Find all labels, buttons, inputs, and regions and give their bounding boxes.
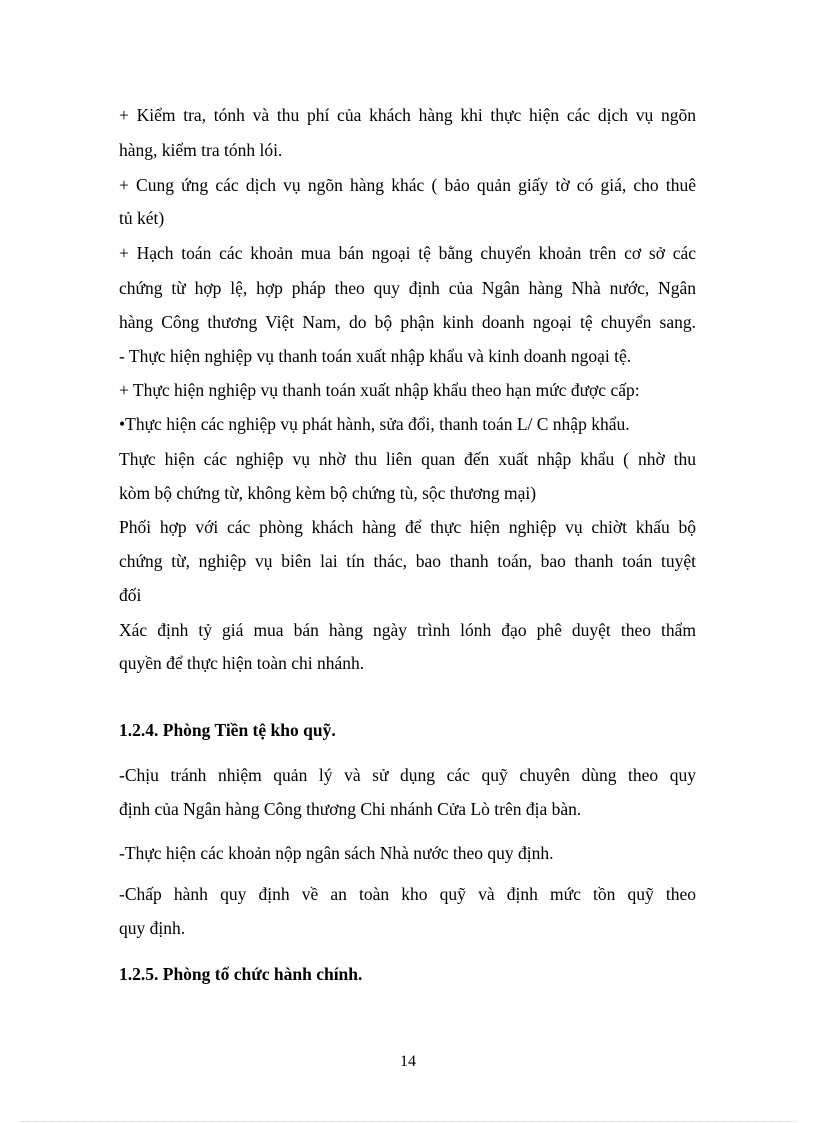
paragraph-line: quy định. [119, 918, 186, 938]
text-line: •Thực hiện các nghiệp vụ phát hành, sửa đổi, thanh toán L/ C nhập khẩu. [119, 414, 630, 434]
text-line: + Kiểm tra, tónh và thu phí của khách hàng khi thực hiện các dịch vụ ngõn [119, 105, 696, 125]
text-line: đối [119, 585, 142, 605]
section-heading-tien-te-kho-quy: 1.2.4. Phòng Tiền tệ kho quỹ. [119, 720, 336, 740]
text-line: tủ két) [119, 208, 165, 228]
text-line: hàng, kiểm tra tónh lói. [119, 140, 283, 160]
text-line: quyền để thực hiện toàn chi nhánh. [119, 653, 365, 673]
text-line: hàng Công thương Việt Nam, do bộ phận kinh doanh ngoại tệ chuyển sang. [119, 312, 696, 332]
paragraph-line: định của Ngân hàng Công thương Chi nhánh Cửa Lò trên địa bàn. [119, 799, 582, 819]
page-number: 14 [400, 1053, 416, 1070]
paragraph-line: -Thực hiện các khoản nộp ngân sách Nhà nước theo quy định. [119, 843, 554, 863]
text-line: + Hạch toán các khoản mua bán ngoại tệ bằng chuyển khoản trên cơ sở các [119, 243, 696, 263]
paragraph-line: -Chấp hành quy định về an toàn kho quỹ và định mức tồn quỹ theo [119, 884, 696, 904]
page-bottom-divider [20, 1121, 796, 1122]
text-line: kòm bộ chứng từ, không kèm bộ chứng tù, sộc thương mại) [119, 483, 537, 503]
text-line: Thực hiện các nghiệp vụ nhờ thu liên quan đến xuất nhập khẩu ( nhờ thu [119, 449, 696, 469]
text-line: - Thực hiện nghiệp vụ thanh toán xuất nhập khẩu và kinh doanh ngoại tệ. [119, 346, 632, 366]
text-line: + Thực hiện nghiệp vụ thanh toán xuất nhập khẩu theo hạn mức được cấp: [119, 380, 640, 400]
text-line: Phối hợp với các phòng khách hàng để thực hiện nghiệp vụ chiờt khấu bộ [119, 517, 696, 537]
text-line: + Cung ứng các dịch vụ ngõn hàng khác ( bảo quản giấy tờ có giá, cho thuê [119, 175, 696, 195]
text-line: chứng từ hợp lệ, hợp pháp theo quy định của Ngân hàng Nhà nước, Ngân [119, 278, 696, 298]
text-line: chứng từ, nghiệp vụ biên lai tín thác, bao thanh toán, bao thanh toán tuyệt [119, 551, 696, 571]
section-heading-to-chuc-hanh-chinh: 1.2.5. Phòng tổ chức hành chính. [119, 964, 363, 984]
paragraph-line: -Chịu tránh nhiệm quản lý và sử dụng các quỹ chuyên dùng theo quy [119, 765, 696, 785]
text-line: Xác định tỷ giá mua bán hàng ngày trình lónh đạo phê duyệt theo thẩm [119, 620, 696, 640]
